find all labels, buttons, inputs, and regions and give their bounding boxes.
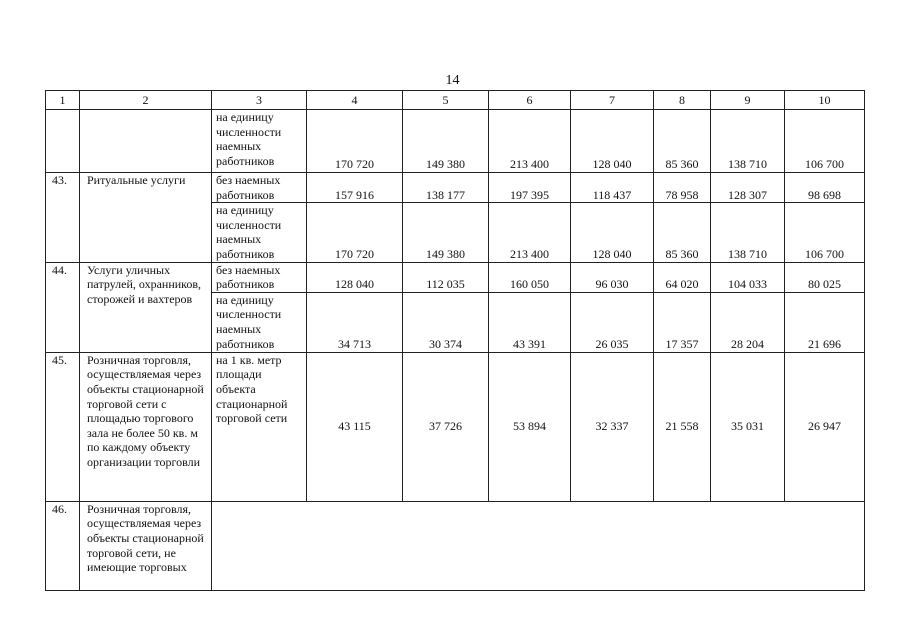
value-cell: 21 558 [654,352,711,501]
value-cell: 34 713 [307,292,403,352]
value-cell: 128 040 [571,110,654,173]
value-cell: 157 916 [307,173,403,203]
row-index-cell: 44. [46,262,80,352]
unit-cell: без наемных работников [212,262,307,292]
value-cell: 128 040 [307,262,403,292]
value-cell: 213 400 [489,203,571,262]
unit-cell: на единицу численности наемных работников [212,203,307,262]
value-cell: 32 337 [571,352,654,501]
row-index-cell: 46. [46,501,80,590]
table-row [46,352,865,501]
value-cell: 138 177 [403,173,489,203]
row-index-cell: 43. [46,173,80,263]
table-row [46,173,865,203]
value-cell: 106 700 [785,203,865,262]
header-cell: 8 [654,91,711,110]
table-row [46,262,865,292]
value-cell: 106 700 [785,110,865,173]
header-cell: 10 [785,91,865,110]
value-cell: 118 437 [571,173,654,203]
value-cell: 43 115 [307,352,403,501]
value-cell: 149 380 [403,110,489,173]
value-cell: 85 360 [654,203,711,262]
value-cell: 128 307 [711,173,785,203]
unit-cell: на единицу численности наемных работников [212,110,307,173]
value-cell: 98 698 [785,173,865,203]
header-cell: 5 [403,91,489,110]
header-cell: 4 [307,91,403,110]
value-cell: 213 400 [489,110,571,173]
value-cell: 197 395 [489,173,571,203]
value-cell: 43 391 [489,292,571,352]
value-cell: 170 720 [307,203,403,262]
unit-cell: без наемных работников [212,173,307,203]
value-cell: 35 031 [711,352,785,501]
value-cell: 26 035 [571,292,654,352]
value-cell: 26 947 [785,352,865,501]
value-cell: 17 357 [654,292,711,352]
value-cell: 53 894 [489,352,571,501]
value-cell: 64 020 [654,262,711,292]
value-cell: 96 030 [571,262,654,292]
row-index-cell [46,110,80,173]
value-cell: 112 035 [403,262,489,292]
value-cell: 160 050 [489,262,571,292]
value-cell: 21 696 [785,292,865,352]
table-row [46,501,865,590]
header-cell: 6 [489,91,571,110]
data-table [45,90,865,591]
value-cell: 37 726 [403,352,489,501]
value-cell: 104 033 [711,262,785,292]
value-cell: 80 025 [785,262,865,292]
header-row [46,91,865,110]
value-cell: 85 360 [654,110,711,173]
header-cell: 2 [80,91,212,110]
header-cell: 7 [571,91,654,110]
value-cell: 30 374 [403,292,489,352]
value-cell: 170 720 [307,110,403,173]
header-cell: 9 [711,91,785,110]
row-index-cell: 45. [46,352,80,501]
value-cell: 149 380 [403,203,489,262]
unit-cell: на 1 кв. метр площади объекта стационарной торговой сети [212,352,307,501]
service-name-cell: Ритуальные услуги [80,173,212,263]
value-cell: 28 204 [711,292,785,352]
header-cell: 1 [46,91,80,110]
value-cell: 128 040 [571,203,654,262]
service-name-cell: Розничная торговля, осуществляемая через объекты стационарной торговой сети, не имеющие торговых [80,501,212,590]
service-name-cell: Услуги уличных патрулей, охранников, сторожей и вахтеров [80,262,212,352]
page-number: 14 [445,73,460,88]
unit-cell: на единицу численности наемных работников [212,292,307,352]
value-cell: 138 710 [711,203,785,262]
table-row [46,110,865,173]
service-name-cell: Розничная торговля, осуществляемая через объекты стационарной торговой сети с площадью торгового зала не более 50 кв. м по каждому объекту организации торговли [80,352,212,501]
empty-cell [212,501,865,590]
value-cell: 78 958 [654,173,711,203]
value-cell: 138 710 [711,110,785,173]
header-cell: 3 [212,91,307,110]
service-name-cell [80,110,212,173]
